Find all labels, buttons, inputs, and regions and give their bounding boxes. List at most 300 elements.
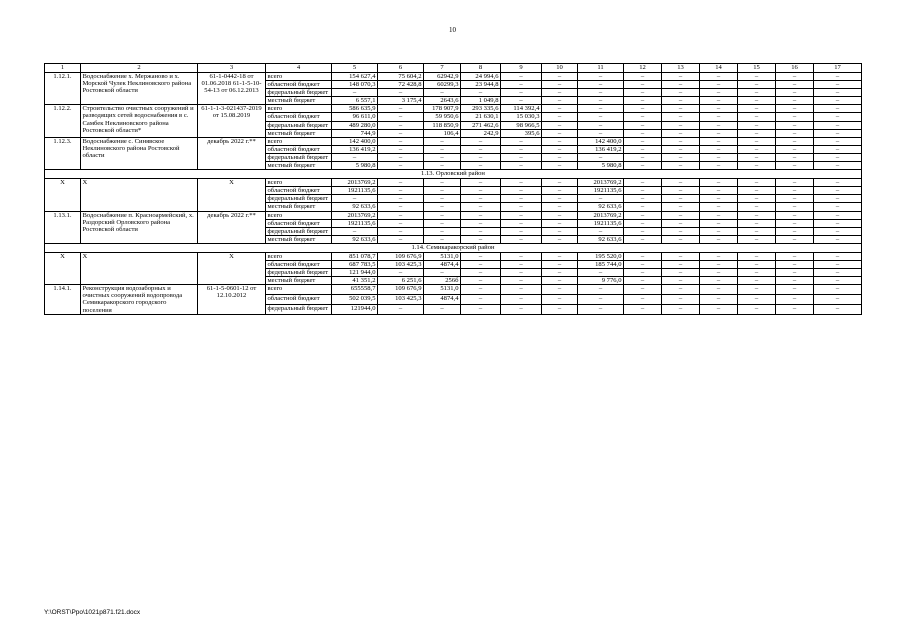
amount-cell: 1921135,6 [578, 219, 624, 227]
amount-cell: – [624, 121, 662, 129]
amount-cell: 136 419,2 [332, 145, 378, 153]
amount-cell: – [378, 304, 424, 314]
amount-cell: – [461, 235, 501, 243]
section-title-row [45, 170, 862, 179]
amount-cell: – [542, 113, 578, 121]
amount-cell: – [814, 113, 862, 121]
amount-cell: – [738, 277, 776, 285]
amount-cell: – [776, 252, 814, 260]
amount-cell: 62942,9 [424, 73, 461, 81]
amount-cell: – [542, 162, 578, 170]
funding-source: местный бюджет [266, 129, 332, 137]
funding-source: областной бюджет [266, 260, 332, 268]
amount-cell: 148 070,3 [332, 81, 378, 89]
amount-cell: – [662, 73, 700, 81]
amount-cell: 60299,3 [424, 81, 461, 89]
item-number: 1.12.2. [45, 105, 81, 137]
amount-cell: – [542, 145, 578, 153]
amount-cell: 2013769,2 [578, 179, 624, 187]
amount-cell: – [662, 285, 700, 295]
amount-cell: – [542, 187, 578, 195]
amount-cell: – [501, 73, 542, 81]
amount-cell: 103 425,3 [378, 295, 424, 305]
amount-cell: – [424, 235, 461, 243]
amount-cell: – [662, 235, 700, 243]
amount-cell: – [624, 252, 662, 260]
amount-cell: – [578, 113, 624, 121]
amount-cell: – [814, 219, 862, 227]
amount-cell: – [662, 277, 700, 285]
amount-cell: – [776, 162, 814, 170]
amount-cell: 178 907,9 [424, 105, 461, 113]
amount-cell: – [378, 162, 424, 170]
amount-cell: 195 520,0 [578, 252, 624, 260]
amount-cell: 655558,7 [332, 285, 378, 295]
amount-cell: – [578, 121, 624, 129]
amount-cell: – [461, 252, 501, 260]
amount-cell: – [501, 89, 542, 97]
amount-cell: – [738, 162, 776, 170]
amount-cell: – [624, 162, 662, 170]
item-registration: Х [198, 179, 266, 211]
amount-cell: – [814, 304, 862, 314]
amount-cell: – [700, 137, 738, 145]
funding-source: местный бюджет [266, 235, 332, 243]
amount-cell: – [424, 195, 461, 203]
amount-cell: – [378, 129, 424, 137]
amount-cell: – [461, 277, 501, 285]
amount-cell: – [776, 137, 814, 145]
amount-cell: 1921135,6 [578, 187, 624, 195]
amount-cell: – [776, 195, 814, 203]
amount-cell: – [700, 105, 738, 113]
item-number: 1.12.3. [45, 137, 81, 169]
amount-cell: – [738, 81, 776, 89]
amount-cell: – [700, 145, 738, 153]
amount-cell: – [624, 219, 662, 227]
amount-cell: – [461, 89, 501, 97]
amount-cell: 6 557,1 [332, 97, 378, 105]
column-number-cell: 9 [501, 64, 542, 73]
amount-cell: 185 744,0 [578, 260, 624, 268]
amount-cell: – [501, 153, 542, 161]
amount-cell: – [624, 260, 662, 268]
amount-cell: – [700, 295, 738, 305]
amount-cell: 586 635,9 [332, 105, 378, 113]
amount-cell: – [662, 304, 700, 314]
amount-cell: – [776, 121, 814, 129]
amount-cell: – [542, 252, 578, 260]
item-registration: декабрь 2022 г.** [198, 137, 266, 169]
amount-cell: – [542, 304, 578, 314]
amount-cell: 92 633,6 [332, 235, 378, 243]
amount-cell: – [662, 203, 700, 211]
amount-cell: – [624, 304, 662, 314]
amount-cell: – [378, 187, 424, 195]
column-number-cell: 6 [378, 64, 424, 73]
amount-cell: – [501, 295, 542, 305]
amount-cell: – [776, 295, 814, 305]
amount-cell: – [578, 129, 624, 137]
amount-cell: 41 351,2 [332, 277, 378, 285]
column-number-cell: 3 [198, 64, 266, 73]
budget-table [44, 63, 862, 315]
amount-cell: – [378, 269, 424, 277]
amount-cell: – [814, 153, 862, 161]
item-name: Водоснабжение с. Синявское Неклиновского района Ростовской области [81, 137, 198, 169]
amount-cell: – [662, 162, 700, 170]
amount-cell: 121944,0 [332, 304, 378, 314]
amount-cell: – [624, 179, 662, 187]
section-title-row [45, 243, 862, 252]
amount-cell: – [578, 195, 624, 203]
amount-cell: – [776, 105, 814, 113]
column-number-cell: 12 [624, 64, 662, 73]
amount-cell: 118 850,9 [424, 121, 461, 129]
amount-cell: 92 633,6 [578, 235, 624, 243]
amount-cell: – [776, 97, 814, 105]
funding-source: областной бюджет [266, 219, 332, 227]
amount-cell: – [814, 81, 862, 89]
amount-cell: – [332, 89, 378, 97]
amount-cell: – [738, 105, 776, 113]
amount-cell: – [776, 235, 814, 243]
amount-cell: – [378, 179, 424, 187]
amount-cell: – [461, 260, 501, 268]
amount-cell: – [461, 269, 501, 277]
amount-cell: – [776, 304, 814, 314]
column-number-cell: 16 [776, 64, 814, 73]
amount-cell: – [814, 105, 862, 113]
funding-source: всего [266, 211, 332, 219]
amount-cell: – [700, 285, 738, 295]
amount-cell: – [776, 89, 814, 97]
amount-cell: – [578, 89, 624, 97]
funding-source: федеральный бюджет [266, 304, 332, 314]
column-number-cell: 11 [578, 64, 624, 73]
funding-source: федеральный бюджет [266, 269, 332, 277]
amount-cell: – [738, 269, 776, 277]
amount-cell: 4874,4 [424, 295, 461, 305]
amount-cell: – [542, 73, 578, 81]
item-number: 1.12.1. [45, 73, 81, 105]
amount-cell: – [700, 260, 738, 268]
amount-cell: – [332, 195, 378, 203]
amount-cell: – [424, 89, 461, 97]
column-number-cell: 13 [662, 64, 700, 73]
column-number-cell: 14 [700, 64, 738, 73]
amount-cell: 114 392,4 [501, 105, 542, 113]
amount-cell: – [578, 105, 624, 113]
amount-cell: – [700, 89, 738, 97]
amount-cell: 109 676,9 [378, 285, 424, 295]
amount-cell: 21 630,1 [461, 113, 501, 121]
amount-cell: – [461, 187, 501, 195]
amount-cell: – [578, 269, 624, 277]
column-number-cell: 8 [461, 64, 501, 73]
amount-cell: 1921135,6 [332, 219, 378, 227]
amount-cell: – [662, 137, 700, 145]
amount-cell: – [461, 179, 501, 187]
amount-cell: 271 462,6 [461, 121, 501, 129]
amount-cell: 242,9 [461, 129, 501, 137]
amount-cell: – [662, 187, 700, 195]
amount-cell: – [501, 97, 542, 105]
amount-cell: – [501, 211, 542, 219]
item-registration: 61-1-0442-18 от 01.06.2018 61-1-5-10-54-13 от 06.12.2013 [198, 73, 266, 105]
amount-cell: – [700, 97, 738, 105]
amount-cell: – [738, 89, 776, 97]
amount-cell: 75 604,2 [378, 73, 424, 81]
amount-cell: 1 049,8 [461, 97, 501, 105]
funding-source: федеральный бюджет [266, 153, 332, 161]
amount-cell: – [578, 97, 624, 105]
amount-cell: – [662, 227, 700, 235]
amount-cell: – [542, 179, 578, 187]
amount-cell: – [662, 97, 700, 105]
amount-cell: – [501, 179, 542, 187]
amount-cell: – [624, 73, 662, 81]
amount-cell: – [424, 145, 461, 153]
page-number: 10 [449, 26, 456, 34]
amount-cell: – [776, 129, 814, 137]
amount-cell: – [776, 285, 814, 295]
amount-cell: – [662, 81, 700, 89]
amount-cell: – [542, 97, 578, 105]
amount-cell: – [624, 295, 662, 305]
amount-cell: – [501, 203, 542, 211]
amount-cell: 98 966,5 [501, 121, 542, 129]
funding-source: федеральный бюджет [266, 121, 332, 129]
file-path-footer: Y:\ORST\Ppo\1021p871.f21.docx [44, 609, 141, 616]
amount-cell: – [542, 277, 578, 285]
amount-cell: – [501, 145, 542, 153]
amount-cell: – [776, 219, 814, 227]
amount-cell: – [378, 137, 424, 145]
amount-cell: – [776, 277, 814, 285]
item-number: Х [45, 252, 81, 284]
amount-cell: – [662, 129, 700, 137]
amount-cell: – [542, 137, 578, 145]
amount-cell: 5 980,8 [332, 162, 378, 170]
funding-source: областной бюджет [266, 145, 332, 153]
amount-cell: – [461, 227, 501, 235]
funding-source: областной бюджет [266, 295, 332, 305]
amount-cell: – [776, 113, 814, 121]
amount-cell: – [700, 179, 738, 187]
amount-cell: – [738, 252, 776, 260]
funding-source: всего [266, 73, 332, 81]
amount-cell: – [461, 203, 501, 211]
amount-cell: – [578, 285, 624, 295]
amount-cell: 9 776,0 [578, 277, 624, 285]
item-number: Х [45, 179, 81, 211]
amount-cell: 4874,4 [424, 260, 461, 268]
amount-cell: 142 400,0 [578, 137, 624, 145]
amount-cell: – [378, 235, 424, 243]
amount-cell: – [424, 304, 461, 314]
amount-cell: – [461, 211, 501, 219]
amount-cell: – [814, 137, 862, 145]
amount-cell: – [501, 252, 542, 260]
amount-cell: – [662, 179, 700, 187]
funding-source: областной бюджет [266, 113, 332, 121]
amount-cell: – [776, 145, 814, 153]
amount-cell: – [738, 219, 776, 227]
amount-cell: – [501, 277, 542, 285]
funding-source: федеральный бюджет [266, 227, 332, 235]
item-name: Реконструкция водозаборных и очистных сооружений водопровода Семикаракорского городского поселения [81, 285, 198, 314]
amount-cell: – [814, 97, 862, 105]
amount-cell: 142 400,0 [332, 137, 378, 145]
amount-cell: – [542, 105, 578, 113]
amount-cell: 2013769,2 [332, 179, 378, 187]
amount-cell: – [542, 203, 578, 211]
amount-cell: – [542, 153, 578, 161]
amount-cell: – [814, 179, 862, 187]
amount-cell: – [700, 269, 738, 277]
amount-cell: – [776, 81, 814, 89]
item-registration: 61-1-5-0601-12 от 12.10.2012 [198, 285, 266, 314]
amount-cell: – [738, 203, 776, 211]
amount-cell: 103 425,3 [378, 260, 424, 268]
amount-cell: – [542, 269, 578, 277]
amount-cell: – [378, 121, 424, 129]
funding-source: местный бюджет [266, 203, 332, 211]
amount-cell: – [776, 203, 814, 211]
amount-cell: – [814, 187, 862, 195]
amount-cell: – [662, 260, 700, 268]
table-row [45, 252, 862, 260]
item-registration: Х [198, 252, 266, 284]
amount-cell: – [700, 252, 738, 260]
amount-cell: – [814, 285, 862, 295]
amount-cell: – [461, 153, 501, 161]
amount-cell: 502 039,5 [332, 295, 378, 305]
amount-cell: – [738, 235, 776, 243]
amount-cell: – [738, 73, 776, 81]
amount-cell: – [776, 179, 814, 187]
funding-source: всего [266, 105, 332, 113]
amount-cell: – [624, 187, 662, 195]
amount-cell: – [700, 219, 738, 227]
amount-cell: – [624, 153, 662, 161]
amount-cell: – [501, 304, 542, 314]
amount-cell: 96 611,0 [332, 113, 378, 121]
amount-cell: – [624, 227, 662, 235]
amount-cell: 109 676,9 [378, 252, 424, 260]
item-name: Водоснабжение х. Мержаново и х. Морской Чулек Неклиновского района Ростовской области [81, 73, 198, 105]
amount-cell: – [700, 211, 738, 219]
amount-cell: – [738, 295, 776, 305]
funding-source: всего [266, 252, 332, 260]
amount-cell: 136 419,2 [578, 145, 624, 153]
amount-cell: – [624, 211, 662, 219]
amount-cell: 154 627,4 [332, 73, 378, 81]
item-name: Х [81, 252, 198, 284]
amount-cell: – [738, 145, 776, 153]
amount-cell: – [814, 295, 862, 305]
amount-cell: – [700, 235, 738, 243]
amount-cell: – [624, 145, 662, 153]
funding-source: областной бюджет [266, 187, 332, 195]
amount-cell: – [624, 269, 662, 277]
column-number-cell: 1 [45, 64, 81, 73]
item-name: Строительство очистных сооружений и разводящих сетей водоснабжения в с. Самбек Неклиновского района Ростовской области* [81, 105, 198, 137]
amount-cell: – [776, 153, 814, 161]
amount-cell: 121 944,0 [332, 269, 378, 277]
amount-cell: – [662, 219, 700, 227]
amount-cell: 23 944,8 [461, 81, 501, 89]
table-row [45, 137, 862, 145]
amount-cell: 3 175,4 [378, 97, 424, 105]
amount-cell: 256б [424, 277, 461, 285]
amount-cell: – [662, 252, 700, 260]
funding-source: всего [266, 179, 332, 187]
item-registration: 61-1-1-3-021437-2019 от 15.08.2019 [198, 105, 266, 137]
table-row [45, 211, 862, 219]
amount-cell: – [738, 304, 776, 314]
amount-cell: – [700, 227, 738, 235]
amount-cell: – [738, 211, 776, 219]
amount-cell: 2013769,2 [578, 211, 624, 219]
amount-cell: 395,6 [501, 129, 542, 137]
column-number-cell: 15 [738, 64, 776, 73]
amount-cell: – [542, 89, 578, 97]
amount-cell: – [700, 113, 738, 121]
amount-cell: – [378, 203, 424, 211]
amount-cell: – [461, 195, 501, 203]
column-number-row [45, 64, 862, 73]
column-number-cell: 10 [542, 64, 578, 73]
amount-cell: – [738, 227, 776, 235]
amount-cell: – [624, 113, 662, 121]
amount-cell: – [662, 195, 700, 203]
amount-cell: – [814, 129, 862, 137]
amount-cell: – [378, 89, 424, 97]
amount-cell: – [501, 137, 542, 145]
amount-cell: – [501, 235, 542, 243]
table-row [45, 105, 862, 113]
amount-cell: – [662, 145, 700, 153]
amount-cell: – [624, 285, 662, 295]
amount-cell: 293 335,6 [461, 105, 501, 113]
amount-cell: – [501, 187, 542, 195]
amount-cell: – [814, 121, 862, 129]
column-number-cell: 17 [814, 64, 862, 73]
column-number-cell: 7 [424, 64, 461, 73]
amount-cell: 687 783,5 [332, 260, 378, 268]
amount-cell: – [501, 162, 542, 170]
amount-cell: – [814, 269, 862, 277]
amount-cell: – [578, 81, 624, 89]
amount-cell: – [776, 73, 814, 81]
amount-cell: 744,9 [332, 129, 378, 137]
amount-cell: 2643,6 [424, 97, 461, 105]
amount-cell: – [738, 153, 776, 161]
amount-cell: – [662, 211, 700, 219]
amount-cell: 24 994,6 [461, 73, 501, 81]
amount-cell: – [542, 121, 578, 129]
amount-cell: – [814, 211, 862, 219]
amount-cell: – [738, 179, 776, 187]
amount-cell: – [700, 162, 738, 170]
amount-cell: 15 030,3 [501, 113, 542, 121]
amount-cell: – [662, 113, 700, 121]
amount-cell: – [814, 73, 862, 81]
amount-cell: 1921135,6 [332, 187, 378, 195]
amount-cell: – [624, 97, 662, 105]
